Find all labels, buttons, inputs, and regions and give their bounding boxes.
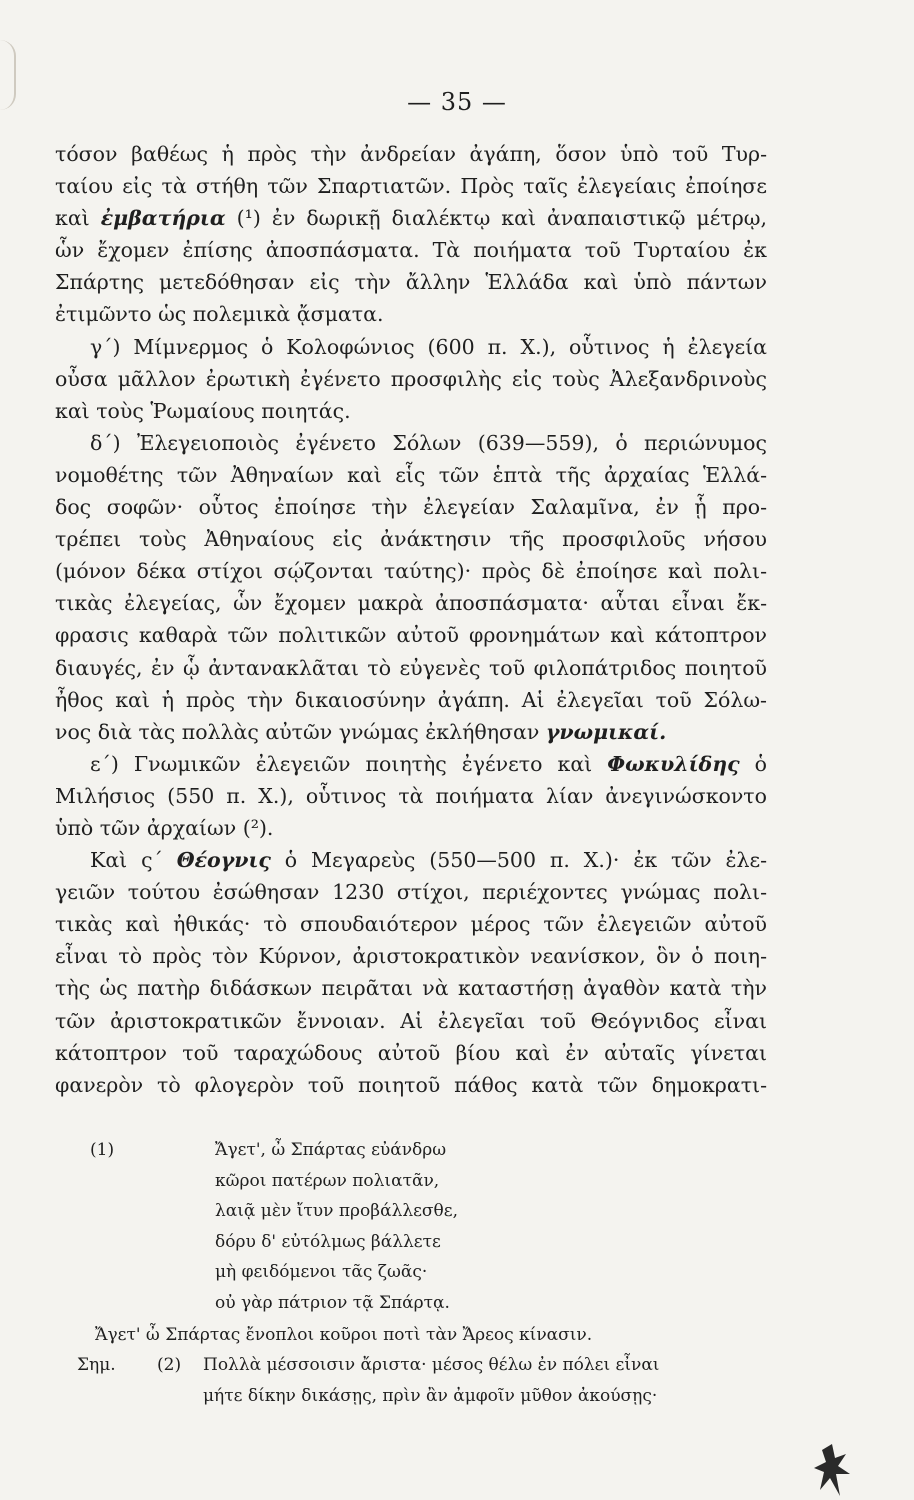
page-number: — 35 — [407,88,507,116]
text-line: ταίου εἰς τὰ στήθη τῶν Σπαρτιατῶν. Πρὸς ταῖς ἐλεγείαις ἐποίησε [55,174,767,199]
footnote-2-line-2: μήτε δίκην δικάσῃς, πρὶν ἂν ἀμφοῖν μῦθον ἀκούσῃς· [203,1386,658,1406]
text-line: κάτοπτρον τοῦ ταραχώδους αὐτοῦ βίου καὶ ἐν αὐταῖς γίνεται [55,1040,767,1065]
text-line: δος σοφῶν· οὗτος ἐποίησε τὴν ἐλεγείαν Σαλαμῖνα, ἐν ᾗ προ- [55,495,767,520]
text-line: καὶ τοὺς Ῥωμαίους ποιητάς. [55,398,351,423]
poem-line: οὐ γὰρ πάτριον τᾷ Σπάρτᾳ. [215,1292,450,1313]
text-line: δ΄) Ἐλεγειοποιὸς ἐγένετο Σόλων (639—559), ὁ περιώνυμος [90,430,767,455]
text-line: Καὶ ς΄ Θέογνις ὁ Μεγαρεὺς (550—500 π. Χ.)· ἐκ τῶν ἐλε- [90,848,767,873]
poem-line: δόρυ δ' εὐτόλμως βάλλετε [215,1231,441,1252]
text-line: καὶ ἐμβατήρια (¹) ἐν δωρικῇ διαλέκτῳ καὶ ἀναπαιστικῷ μέτρῳ, [55,206,767,231]
text-line: νος διὰ τὰς πολλὰς αὐτῶν γνώμας ἐκλήθησαν γνωμικαί. [55,719,667,744]
footnote-2-prefix: Σημ. [77,1355,116,1375]
text-line: νομοθέτης τῶν Ἀθηναίων καὶ εἷς τῶν ἑπτὰ τῆς ἀρχαίας Ἑλλά- [55,462,767,487]
text-line: τικὰς ἐλεγείας, ὧν ἔχομεν μακρὰ ἀποσπάσματα· αὗται εἶναι ἔκ- [55,591,767,616]
text-line: φανερὸν τὸ φλογερὸν τοῦ ποιητοῦ πάθος κατὰ τῶν δημοκρατι- [55,1072,767,1097]
text-line: τόσον βαθέως ἡ πρὸς τὴν ἀνδρείαν ἀγάπη, ὅσον ὑπὸ τοῦ Τυρ- [55,142,767,166]
text-line: διαυγές, ἐν ᾧ ἀντανακλᾶται τὸ εὐγενὲς τοῦ φιλοπάτριδος ποιητοῦ [55,655,767,680]
emphasized-term: γνωμικαί. [545,719,667,744]
text-line: ὧν ἔχομεν ἐπίσης ἀποσπάσματα. Τὰ ποιήματα τοῦ Τυρταίου ἐκ [55,238,767,263]
text-line: εἶναι τὸ πρὸς τὸν Κύρνον, ἀριστοκρατικὸν νεανίσκον, ὃν ὁ ποιη- [55,944,767,969]
emphasized-term: ἐμβατήρια [100,206,226,231]
text-line: τρέπει τοὺς Ἀθηναίους εἰς ἀνάκτησιν τῆς προσφιλοῦς νήσου [55,527,767,552]
text-line: τῶν ἀριστοκρατικῶν ἔννοιαν. Αἱ ἐλεγεῖαι τοῦ Θεόγνιδος εἶναι [55,1008,767,1033]
text-line: Μιλήσιος (550 π. Χ.), οὗτινος τὰ ποιήματα λίαν ἀνεγινώσκοντο [55,783,767,808]
text-line: τὴς ὡς πατὴρ διδάσκων πειρᾶται νὰ καταστήσῃ ἀγαθὸν κατὰ τὴν [55,976,767,1001]
text-line: γ΄) Μίμνερμος ὁ Κολοφώνιος (600 π. Χ.), οὗτινος ἡ ἐλεγεία [90,334,767,359]
emphasized-term: Φωκυλίδης [607,751,740,776]
text-line: τικὰς καὶ ἠθικάς· τὸ σπουδαιότερον μέρος τῶν ἐλεγειῶν αὐτοῦ [55,912,767,937]
text-line: φρασις καθαρὰ τῶν πολιτικῶν αὐτοῦ φρονημάτων καὶ κάτοπτρον [55,623,767,648]
poem-line: λαιᾷ μὲν ἴτυν προβάλλεσθε, [215,1201,458,1221]
text-line: ἐτιμῶντο ὡς πολεμικὰ ᾄσματα. [55,302,384,327]
text-line: ὑπὸ τῶν ἀρχαίων (²). [55,815,274,840]
footnote-1-poem [215,1135,715,1318]
footnote-2-mark: (2) [157,1355,182,1375]
poem-line: κῶροι πατέρων πολιατᾶν, [215,1170,440,1191]
poem-line: μὴ φειδόμενοι τᾶς ζωᾶς· [215,1262,428,1282]
text-line: οὖσα μᾶλλον ἐρωτικὴ ἐγένετο προσφιλὴς εἰς τοὺς Ἀλεξανδρινοὺς [55,366,767,391]
text-line: Σπάρτης μετεδόθησαν εἰς τὴν ἄλλην Ἑλλάδα καὶ ὑπὸ πάντων [55,270,767,295]
text-line: ἦθος καὶ ἡ πρὸς τὴν δικαιοσύνην ἀγάπη. Αἱ ἐλεγεῖαι τοῦ Σόλω- [55,687,767,712]
body-text [55,138,767,1101]
emphasized-term: Θέογνις [176,848,271,873]
footnote-2-line-1: Πολλὰ μέσσοισιν ἄριστα· μέσος θέλω ἐν πόλει εἶναι [203,1355,660,1375]
footnote-1-mark: (1) [90,1140,115,1160]
text-line: (μόνον δέκα στίχοι σῴζονται ταύτης)· πρὸς δὲ ἐποίησε καὶ πολι- [55,559,767,584]
text-line: γειῶν τούτου ἐσώθησαν 1230 στίχοι, περιέχοντες γνώμας πολι- [55,880,767,905]
text-line: ε΄) Γνωμικῶν ἐλεγειῶν ποιητὴς ἐγένετο καὶ Φωκυλίδης ὁ [90,751,767,776]
ink-speck-decoration [812,1440,852,1500]
footnote-1-closing: Ἄγετ' ὦ Σπάρτας ἔνοπλοι κοῦροι ποτὶ τὰν Ἄρεος κίνασιν. [95,1325,593,1345]
poem-line: Ἄγετ', ὦ Σπάρτας εὐάνδρω [215,1140,447,1160]
